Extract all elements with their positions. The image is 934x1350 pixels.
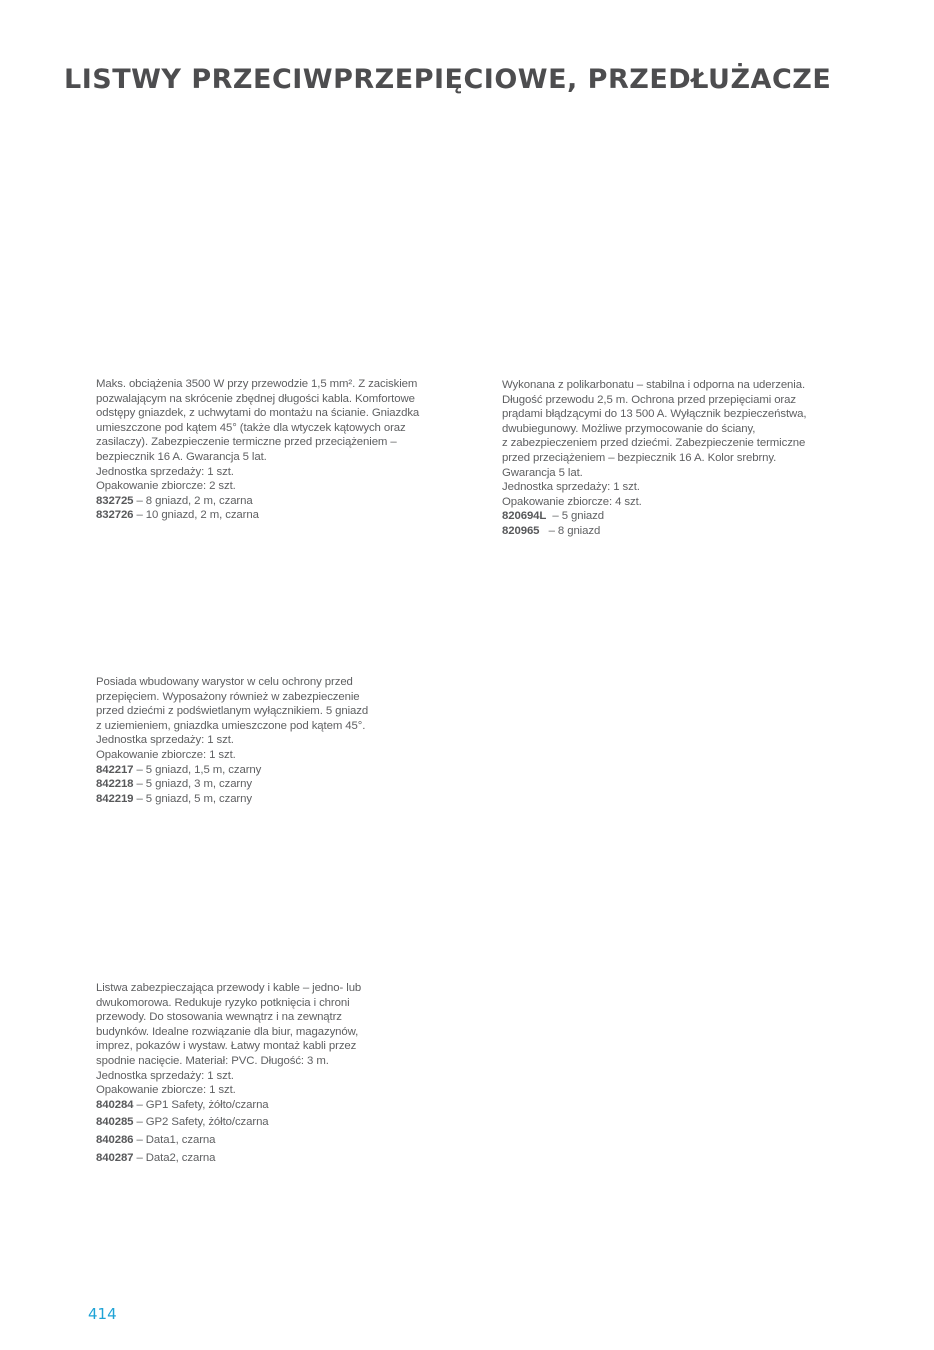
- description-line: bezpiecznik 16 A. Gwarancja 5 lat.: [96, 450, 267, 463]
- product-code: 840285: [96, 1116, 134, 1129]
- product-variant-desc: – GP2 Safety, żółto/czarna: [133, 1116, 269, 1129]
- product-variant: [96, 1151, 386, 1166]
- product-code: 842217: [96, 763, 134, 776]
- description-line: prądami błądzącymi do 13 500 A. Wyłącznik bezpieczeństwa,: [502, 408, 807, 421]
- product-variant: [502, 509, 822, 524]
- product-description-block: [96, 377, 436, 523]
- product-code: 842219: [96, 792, 134, 805]
- bulk-packaging: Opakowanie zbiorcze: 1 szt.: [96, 1084, 236, 1097]
- product-variant-desc: – GP1 Safety, żółto/czarna: [133, 1098, 269, 1111]
- product-variant-desc: – 5 gniazd, 5 m, czarny: [133, 792, 252, 805]
- product-variant: [96, 1133, 386, 1148]
- product-variant-desc: – 5 gniazd, 3 m, czarny: [133, 778, 252, 791]
- description-line: budynków. Idealne rozwiązanie dla biur, magazynów,: [96, 1025, 359, 1038]
- description-line: przed przeciążeniem – bezpiecznik 16 A. Kolor srebrny.: [502, 451, 777, 464]
- product-description-block: [96, 675, 386, 806]
- description-line: umieszczone pod kątem 45° (także dla wtyczek kątowych oraz: [96, 421, 406, 434]
- product-variant: [96, 1098, 386, 1113]
- product-code: 832725: [96, 494, 134, 507]
- product-variant: [96, 763, 386, 778]
- product-variant-desc: – 8 gniazd, 2 m, czarna: [133, 494, 253, 507]
- product-variant-desc: – Data2, czarna: [133, 1151, 216, 1164]
- product-code: 840287: [96, 1151, 134, 1164]
- description-line: pozwalającym na skrócenie zbędnej długości kabla. Komfortowe: [96, 392, 415, 405]
- product-variant: [96, 1115, 386, 1130]
- description-line: Maks. obciążenia 3500 W przy przewodzie 1,5 mm². Z zaciskiem: [96, 378, 418, 390]
- page-number: 414: [88, 1305, 117, 1323]
- description-line: Wykonana z polikarbonatu – stabilna i odporna na uderzenia.: [502, 379, 806, 391]
- product-variant-desc: – 5 gniazd: [546, 510, 604, 523]
- description-line: przed dziećmi z podświetlanym wyłącznikiem. 5 gniazd: [96, 705, 369, 718]
- sales-unit: Jednostka sprzedaży: 1 szt.: [96, 465, 234, 478]
- product-code: 832726: [96, 509, 134, 522]
- product-variant: [96, 777, 386, 792]
- description-line: przepięciem. Wyposażony również w zabezpieczenie: [96, 690, 360, 703]
- product-variant-desc: – 5 gniazd, 1,5 m, czarny: [133, 763, 262, 776]
- bulk-packaging: Opakowanie zbiorcze: 1 szt.: [96, 748, 236, 761]
- description-line: Gwarancja 5 lat.: [502, 466, 583, 479]
- description-line: zasilaczy). Zabezpieczenie termiczne przed przeciążeniem –: [96, 436, 397, 449]
- product-code: 840286: [96, 1133, 134, 1146]
- description-line: dwukomorowa. Redukuje ryzyko potknięcia i chroni: [96, 996, 350, 1009]
- product-description-block: [502, 378, 822, 539]
- page-title: LISTWY PRZECIWPRZEPIĘCIOWE, PRZEDŁUŻACZE: [64, 64, 832, 95]
- bulk-packaging: Opakowanie zbiorcze: 2 szt.: [96, 480, 236, 493]
- description-line: przewody. Do stosowania wewnątrz i na zewnątrz: [96, 1011, 342, 1024]
- product-code: 820965: [502, 524, 540, 537]
- description-line: dwubiegunowy. Możliwe przymocowanie do ściany,: [502, 422, 756, 435]
- product-variant: [96, 508, 436, 523]
- product-variant-desc: – 10 gniazd, 2 m, czarna: [133, 509, 259, 522]
- product-description-block: [96, 981, 386, 1165]
- product-code: 840284: [96, 1098, 134, 1111]
- sales-unit: Jednostka sprzedaży: 1 szt.: [502, 481, 640, 494]
- product-variant-desc: – Data1, czarna: [133, 1133, 216, 1146]
- description-line: spodnie nacięcie. Materiał: PVC. Długość: 3 m.: [96, 1054, 329, 1067]
- product-code: 842218: [96, 778, 134, 791]
- description-line: imprez, pokazów i wystaw. Łatwy montaż kabli przez: [96, 1040, 357, 1053]
- product-variant-desc: – 8 gniazd: [539, 524, 601, 537]
- description-line: z uziemieniem, gniazdka umieszczone pod kątem 45°.: [96, 719, 366, 732]
- description-line: z zabezpieczeniem przed dziećmi. Zabezpieczenie termiczne: [502, 437, 806, 450]
- description-line: Długość przewodu 2,5 m. Ochrona przed przepięciami oraz: [502, 393, 796, 406]
- product-variant: [502, 524, 822, 539]
- description-line: Listwa zabezpieczająca przewody i kable – jedno- lub: [96, 982, 362, 994]
- sales-unit: Jednostka sprzedaży: 1 szt.: [96, 1069, 234, 1082]
- product-variant: [96, 494, 436, 509]
- description-line: odstępy gniazdek, z uchwytami do montażu na ścianie. Gniazdka: [96, 407, 420, 420]
- sales-unit: Jednostka sprzedaży: 1 szt.: [96, 734, 234, 747]
- description-line: Posiada wbudowany warystor w celu ochrony przed: [96, 676, 353, 688]
- product-code: 820694L: [502, 510, 547, 523]
- bulk-packaging: Opakowanie zbiorcze: 4 szt.: [502, 495, 642, 508]
- product-variant: [96, 792, 386, 807]
